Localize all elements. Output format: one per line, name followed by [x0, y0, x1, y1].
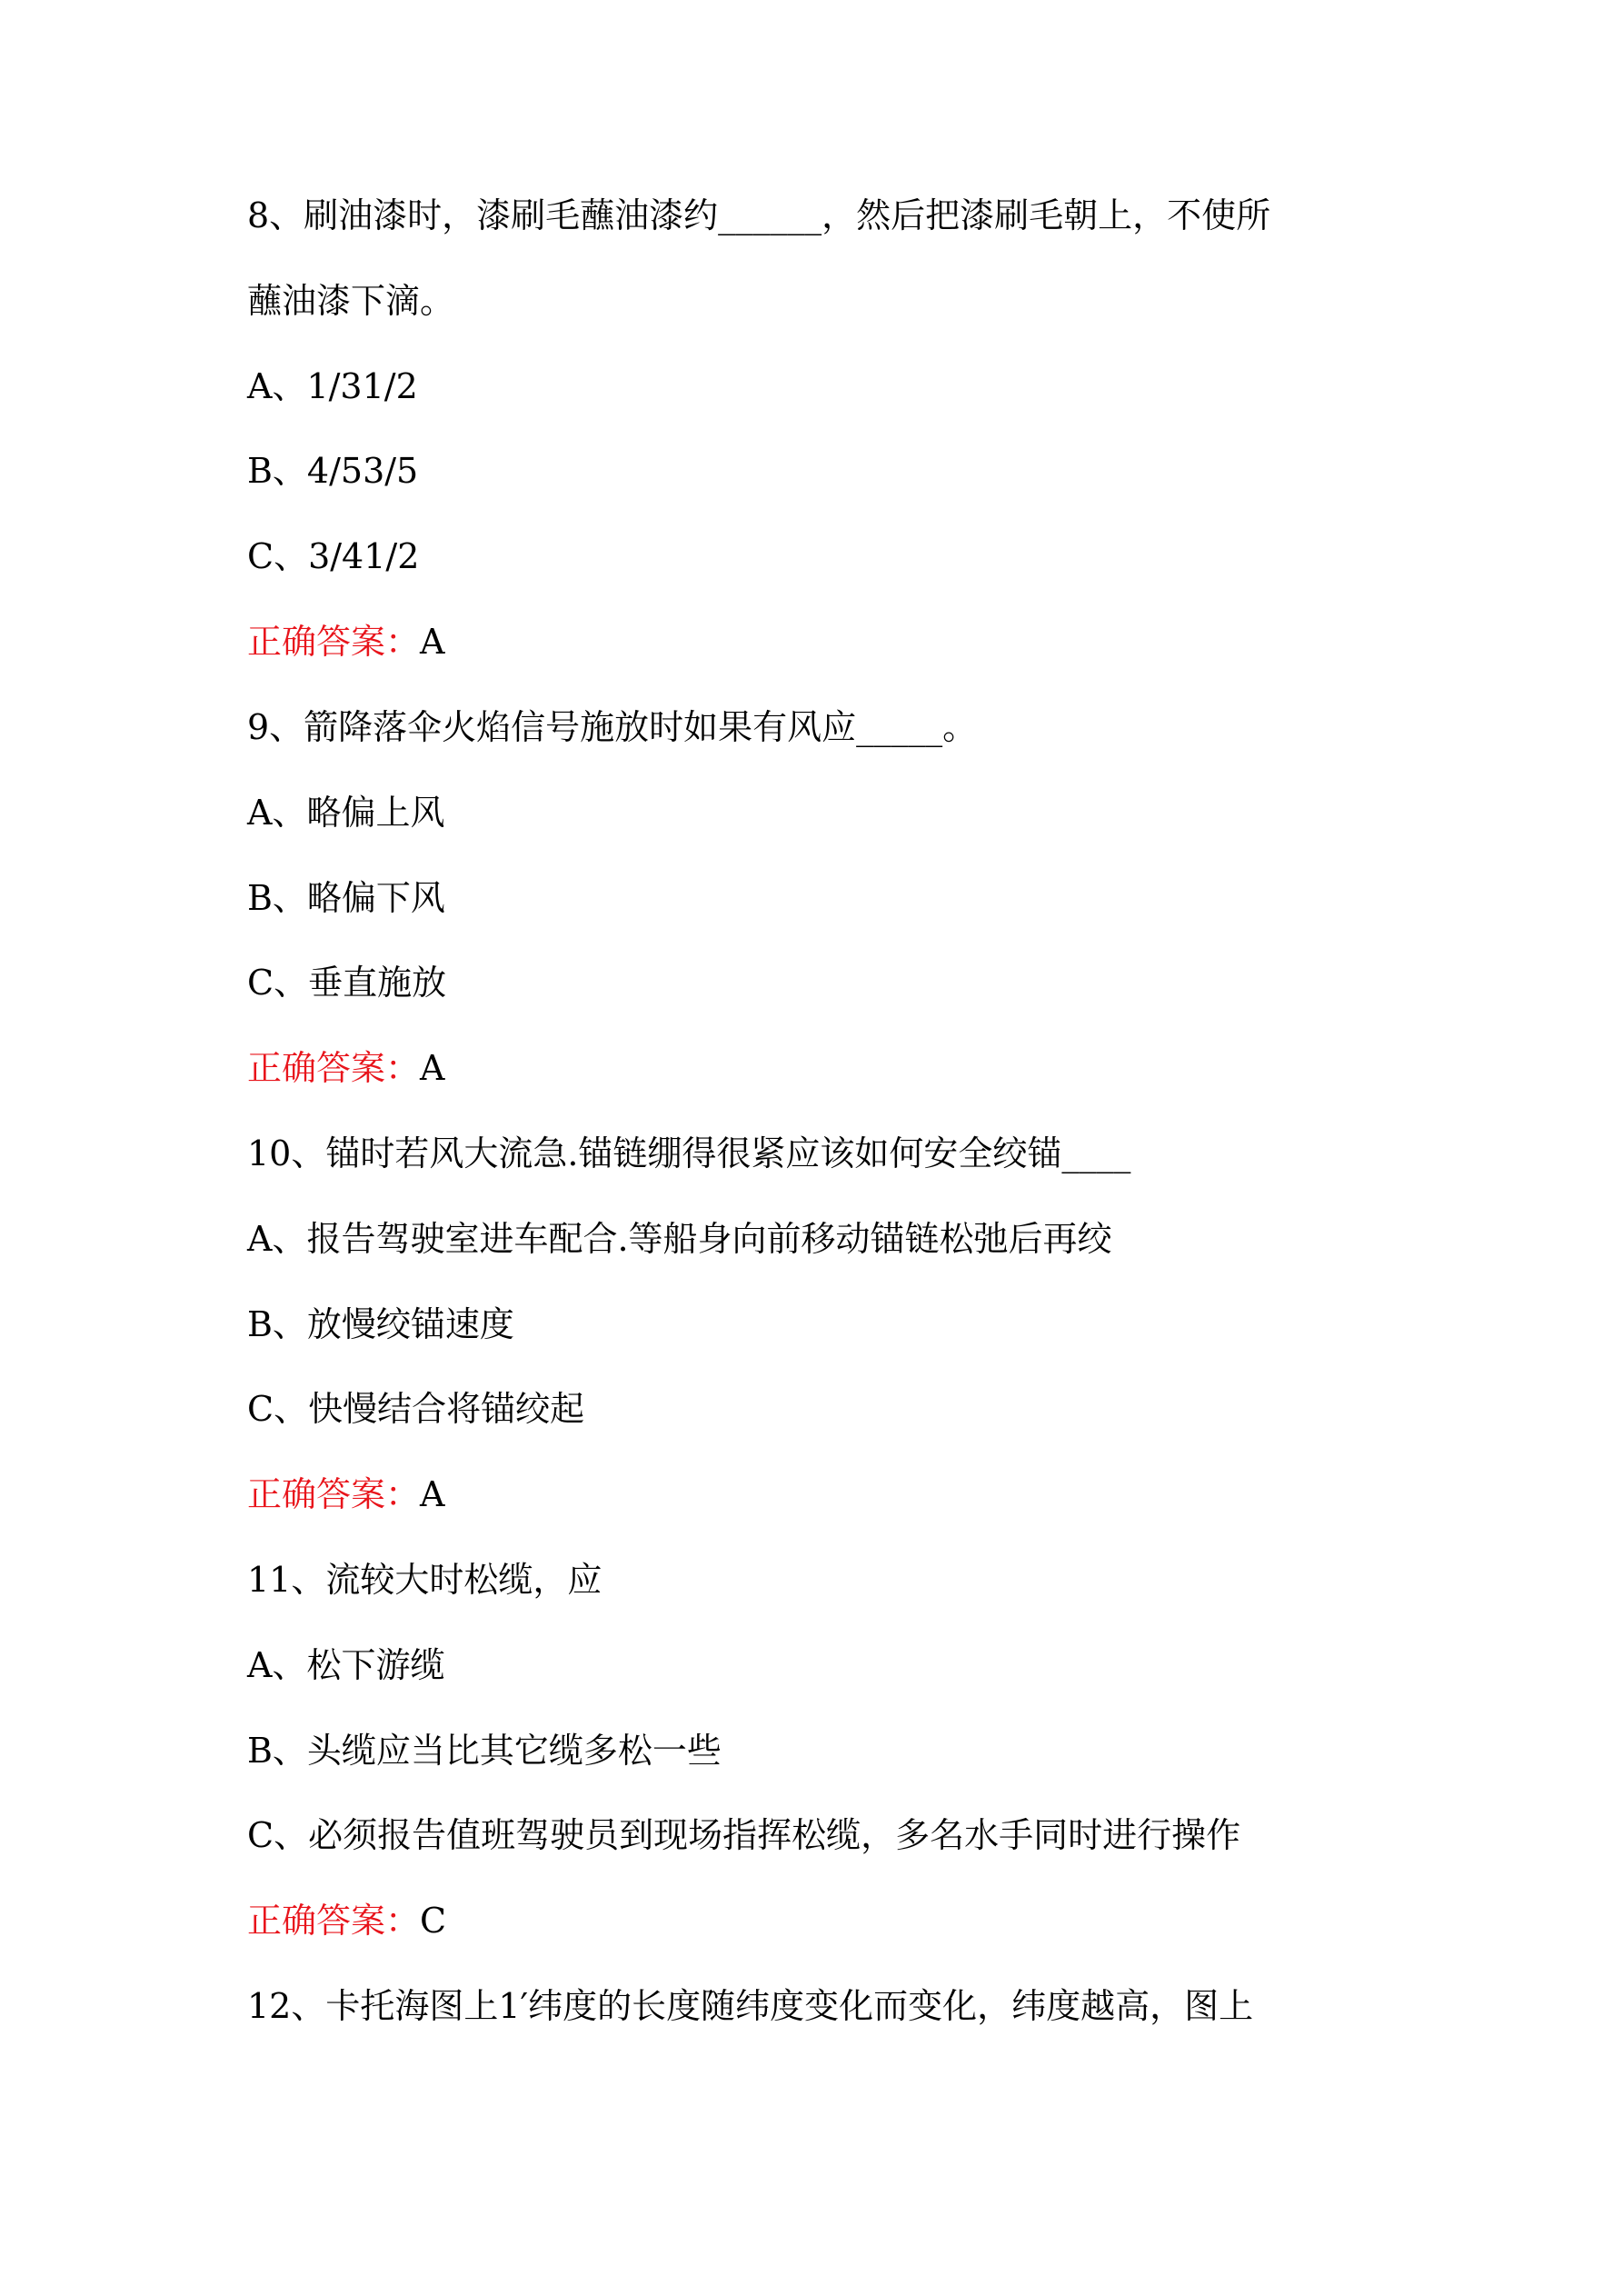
- question-9-option-a: A、略偏上风: [247, 793, 445, 833]
- answer-value: A: [420, 622, 445, 662]
- question-10-answer: [247, 1472, 444, 1516]
- question-9-option-b: B、略偏下风: [247, 878, 445, 918]
- question-8-option-b: B、4/53/5: [247, 451, 419, 491]
- answer-label: 正确答案：: [247, 1048, 421, 1088]
- question-8-stem-line-2: 蘸油漆下滴。: [247, 281, 455, 321]
- question-11-answer: [247, 1899, 446, 1942]
- question-8-stem-line-1: 8、刷油漆时，漆刷毛蘸油漆约______，然后把漆刷毛朝上，不使所: [247, 195, 1271, 235]
- question-10-option-c: C、快慢结合将锚绞起: [247, 1389, 585, 1429]
- answer-value: A: [420, 1048, 445, 1088]
- question-8-option-c: C、3/41/2: [247, 536, 420, 576]
- question-9-option-c: C、垂直施放: [247, 963, 447, 1003]
- question-8-answer: [247, 620, 444, 664]
- answer-value: A: [420, 1474, 445, 1514]
- question-10-stem-line-1: 10、锚时若风大流急.锚链绷得很紧应该如何安全绞锚____: [247, 1133, 1131, 1173]
- answer-label: 正确答案：: [247, 622, 421, 662]
- question-9-answer: [247, 1046, 444, 1090]
- answer-value: C: [420, 1901, 447, 1941]
- question-10-option-a: A、报告驾驶室进车配合.等船身向前移动锚链松弛后再绞: [247, 1219, 1112, 1259]
- question-10-option-b: B、放慢绞锚速度: [247, 1304, 514, 1344]
- question-9-stem-line-1: 9、箭降落伞火焰信号施放时如果有风应_____。: [247, 707, 978, 747]
- question-11-option-a: A、松下游缆: [247, 1645, 445, 1685]
- question-12-stem-line-1: 12、卡托海图上1′纬度的长度随纬度变化而变化，纬度越高，图上: [247, 1986, 1254, 2026]
- question-8-option-a: A、1/31/2: [247, 366, 418, 406]
- question-11-option-c: C、必须报告值班驾驶员到现场指挥松缆，多名水手同时进行操作: [247, 1815, 1241, 1855]
- question-11-option-b: B、头缆应当比其它缆多松一些: [247, 1731, 722, 1771]
- answer-label: 正确答案：: [247, 1901, 421, 1941]
- answer-label: 正确答案：: [247, 1474, 421, 1514]
- question-11-stem-line-1: 11、流较大时松缆，应: [247, 1560, 602, 1600]
